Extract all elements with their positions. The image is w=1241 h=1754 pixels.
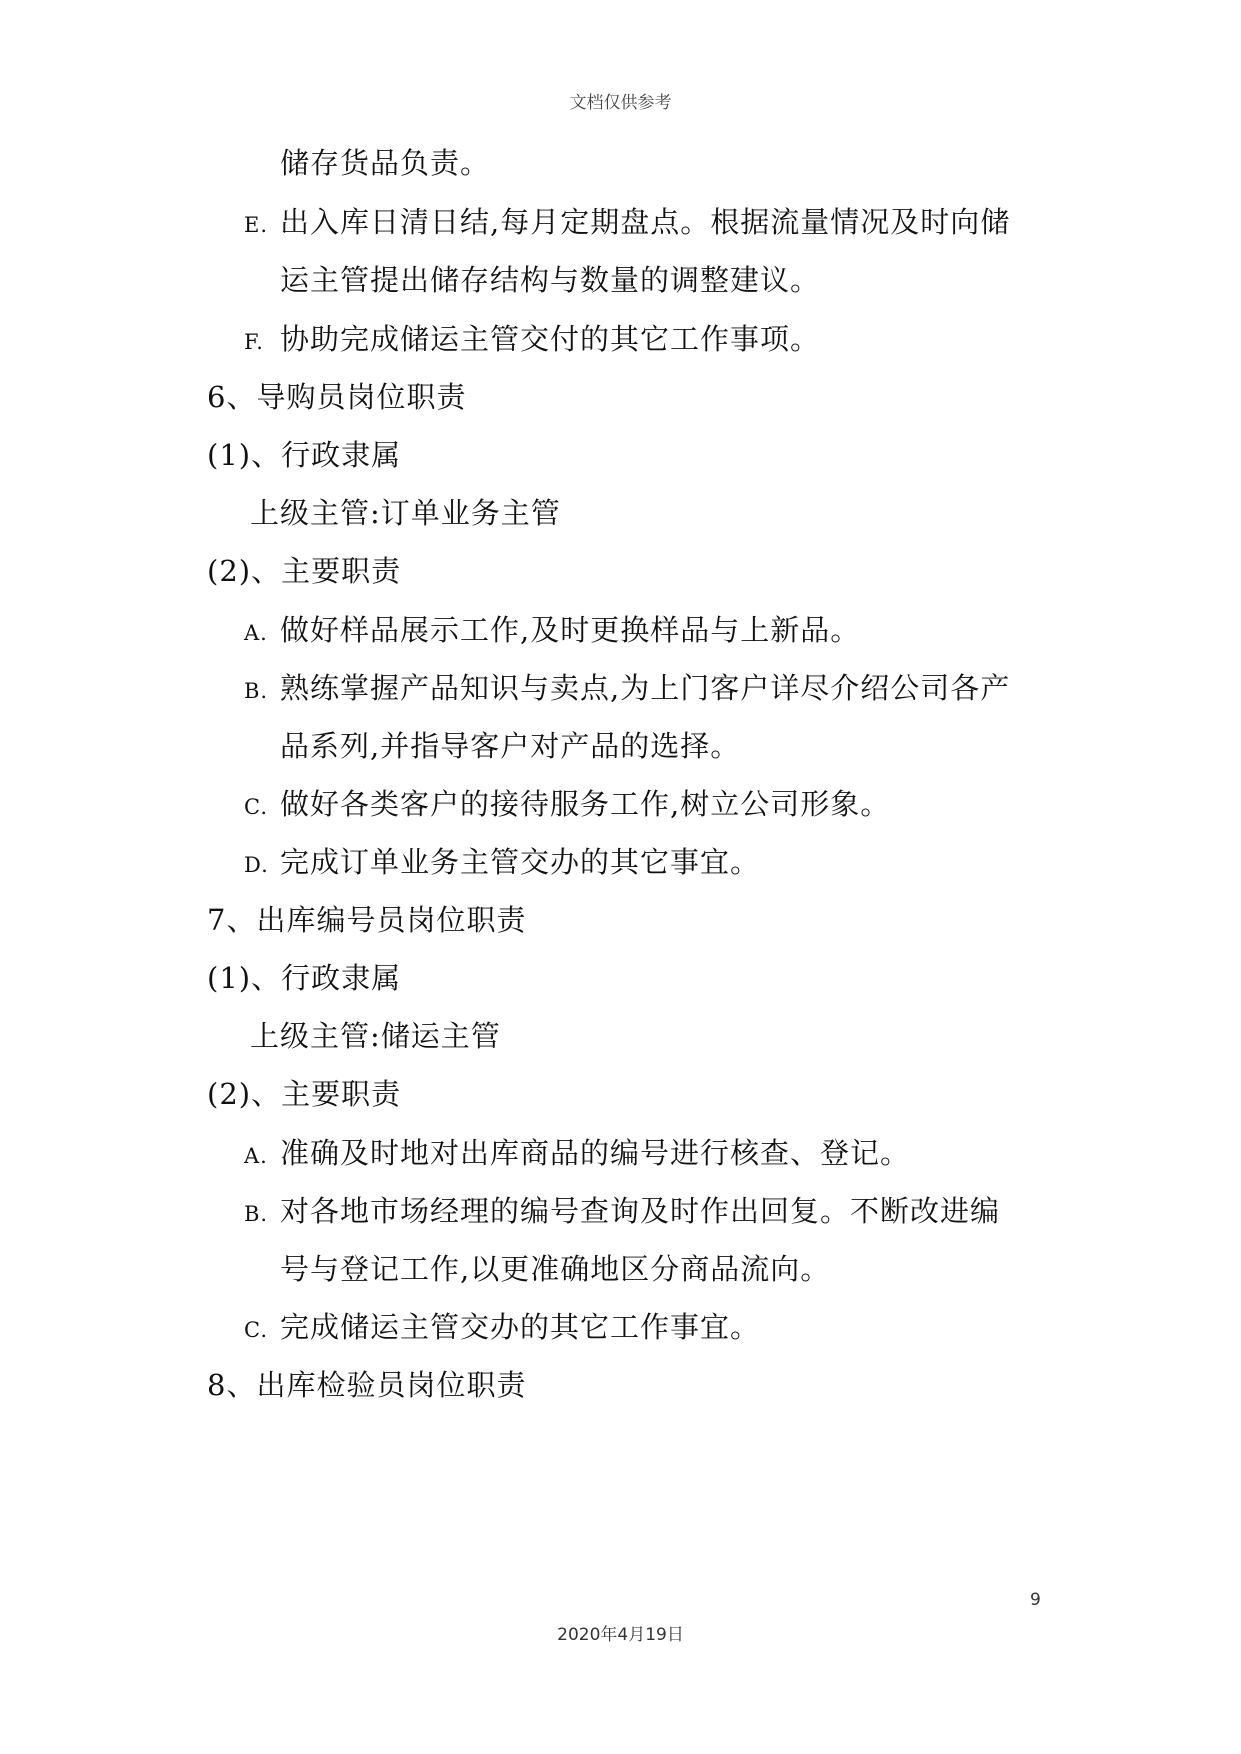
subheading-text: (2)、主要职责 [207,554,402,588]
page-number: 9 [1030,1590,1041,1610]
item-marker: A. [244,1144,268,1168]
line-text: 协助完成储运主管交付的其它工作事项。 [280,322,821,356]
page-header-note: 文档仅供参考 [569,93,672,113]
subheading-admin [207,958,401,998]
line-text: 完成储运主管交办的其它工作事宜。 [280,1310,761,1344]
line-text: 对各地市场经理的编号查询及时作出回复。不断改进编 [280,1194,1001,1228]
footer-date: 2020年4月19日 [557,1625,684,1645]
list-item-c [244,1307,760,1350]
line-text: 上级主管:储运主管 [250,1019,501,1053]
item-marker: C. [244,795,268,819]
line-text: 出入库日清日结,每月定期盘点。根据流量情况及时向储 [280,205,1011,239]
line-text: 熟练掌握产品知识与卖点,为上门客户详尽介绍公司各产 [280,671,1011,705]
list-item-c [244,784,890,827]
line-text: 做好样品展示工作,及时更换样品与上新品。 [280,613,861,647]
supervisor-line [250,1016,501,1056]
line-text: 完成订单业务主管交办的其它事宜。 [280,845,761,879]
list-item-e [244,202,1010,245]
line-text: 品系列,并指导客户对产品的选择。 [280,729,741,763]
line-text: 储存货品负责。 [280,146,491,180]
line-text: 号与登记工作,以更准确地区分商品流向。 [280,1252,831,1286]
list-item-b [244,668,1010,711]
item-marker: F. [244,330,264,354]
list-item-a [244,1133,910,1176]
subheading-text: (1)、行政隶属 [207,438,402,472]
heading-text: 7、出库编号员岗位职责 [207,903,527,937]
subheading-admin [207,435,401,475]
list-item-b [244,1191,1000,1234]
item-marker: E. [244,213,269,237]
list-item-f [244,319,820,362]
section-heading-8 [207,1365,526,1405]
continuation-line [280,143,490,183]
item-marker: B. [244,1202,269,1226]
line-text: 做好各类客户的接待服务工作,树立公司形象。 [280,787,891,821]
heading-text: 8、出库检验员岗位职责 [207,1368,527,1402]
section-heading-7 [207,900,526,940]
list-item-a [244,610,860,653]
item-marker: C. [244,1318,268,1342]
section-heading-6 [207,377,466,417]
line-text: 准确及时地对出库商品的编号进行核查、登记。 [280,1136,911,1170]
line-text: 上级主管:订单业务主管 [250,496,561,530]
subheading-duties [207,1074,401,1114]
continuation-line [280,1249,830,1289]
supervisor-line [250,493,561,533]
item-marker: A. [244,621,268,645]
subheading-text: (2)、主要职责 [207,1077,402,1111]
item-marker: B. [244,679,269,703]
subheading-duties [207,551,401,591]
continuation-line [280,260,820,300]
list-item-d [244,842,760,885]
line-text: 运主管提出储存结构与数量的调整建议。 [280,263,821,297]
item-marker: D. [244,853,269,877]
subheading-text: (1)、行政隶属 [207,961,402,995]
continuation-line [280,726,740,766]
heading-text: 6、导购员岗位职责 [207,380,467,414]
